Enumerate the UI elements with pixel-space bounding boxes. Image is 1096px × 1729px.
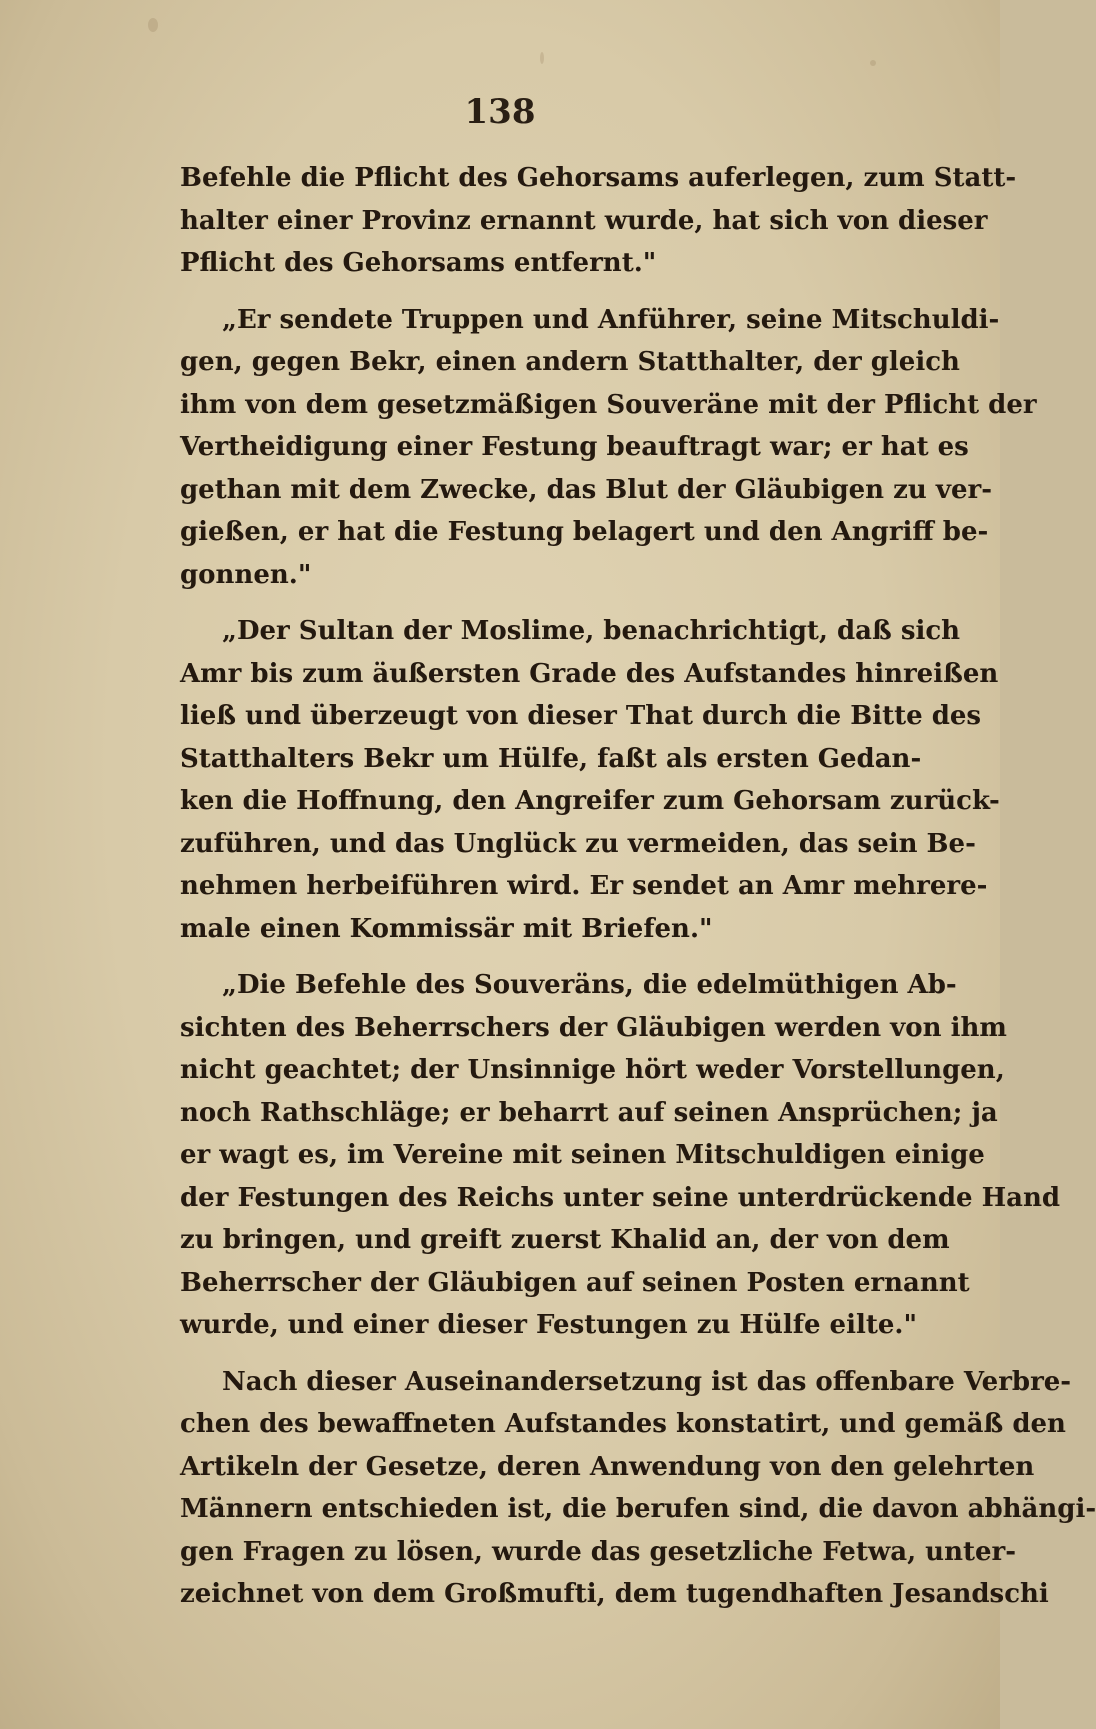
text-line: „Die Befehle des Souveräns, die edelmüthigen Ab- [222,970,957,1000]
body-text [180,157,1096,1616]
text-line: „Er sendete Truppen und Anführer, seine Mitschuldi- [222,304,1000,335]
text-line: noch Rathschläge; er beharrt auf seinen Ansprüchen; ja [180,1097,998,1128]
text-line: gießen, er hat die Festung belagert und den Angriff be- [180,517,989,547]
paper-stain [540,52,544,64]
text-line: „Der Sultan der Moslime, benachrichtigt, daß sich [222,616,961,646]
text-line: Amr bis zum äußersten Grade des Aufstandes hinreißen [180,658,999,689]
text-line: zu bringen, und greift zuerst Khalid an, der von dem [180,1225,950,1255]
text-line: gonnen." [180,559,312,590]
text-line: gen, gegen Bekr, einen andern Statthalter, der gleich [180,347,960,377]
text-line: zeichnet von dem Großmufti, dem tugendhaften Jesandschi [180,1579,1049,1609]
text-line: male einen Kommissär mit Briefen." [180,913,713,944]
text-line: Beherrscher der Gläubigen auf seinen Posten ernannt [180,1267,970,1298]
text-line: halter einer Provinz ernannt wurde, hat sich von dieser [180,205,988,236]
text-line: sichten des Beherrschers der Gläubigen werden von ihm [180,1012,1007,1043]
text-line: chen des bewaffneten Aufstandes konstatirt, und gemäß den [180,1409,1066,1439]
paper-stain [870,60,876,66]
page-number: 138 [464,92,536,132]
text-line: ließ und überzeugt von dieser That durch die Bitte des [180,701,982,731]
text-line: nehmen herbeiführen wird. Er sendet an Amr mehrere- [180,871,988,901]
text-line: er wagt es, im Vereine mit seinen Mitschuldigen einige [180,1140,985,1170]
text-line: zuführen, und das Unglück zu vermeiden, das sein Be- [180,828,976,859]
text-line: gen Fragen zu lösen, wurde das gesetzliche Fetwa, unter- [180,1536,1017,1567]
text-line: nicht geachtet; der Unsinnige hört weder Vorstellungen, [180,1055,1005,1085]
text-line: Befehle die Pflicht des Gehorsams auferlegen, zum Statt- [180,163,1017,193]
text-line: gethan mit dem Zwecke, das Blut der Gläubigen zu ver- [180,474,992,505]
text-line: ihm von dem gesetzmäßigen Souveräne mit der Pflicht der [180,389,1037,420]
paper-stain [148,18,158,32]
text-line: Artikeln der Gesetze, deren Anwendung von den gelehrten [180,1451,1035,1482]
text-line: Nach dieser Auseinandersetzung ist das offenbare Verbre- [222,1366,1072,1397]
text-line: Statthalters Bekr um Hülfe, faßt als ersten Gedan- [180,743,922,774]
text-line: Pflicht des Gehorsams entfernt." [180,248,657,278]
text-line: wurde, und einer dieser Festungen zu Hülfe eilte." [180,1310,917,1340]
text-line: Männern entschieden ist, die berufen sind, die davon abhängi- [180,1494,1096,1524]
text-line: der Festungen des Reichs unter seine unterdrückende Hand [180,1182,1061,1213]
text-line: Vertheidigung einer Festung beauftragt war; er hat es [180,432,969,462]
text-line: ken die Hoffnung, den Angreifer zum Gehorsam zurück- [180,786,1000,816]
